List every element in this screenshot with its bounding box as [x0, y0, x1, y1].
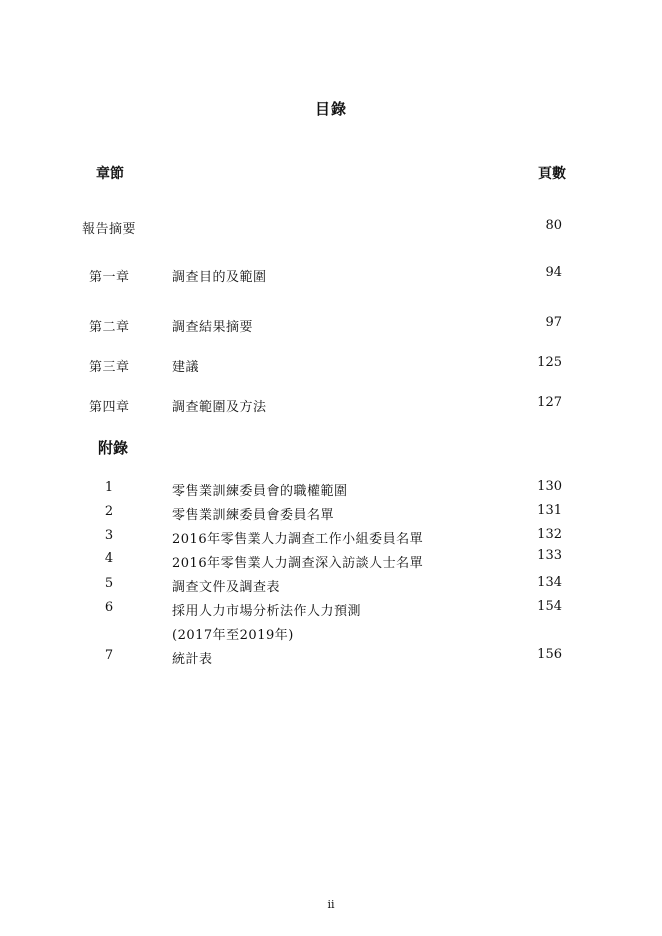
chapter-label: 第四章: [89, 400, 130, 415]
appendix-title: 2016年零售業人力調查工作小組委員名單: [172, 532, 424, 547]
appendix-page: 130: [537, 479, 562, 494]
summary-page: 80: [545, 218, 562, 233]
chapter-label: 第三章: [89, 360, 130, 375]
appendix-page: 132: [537, 527, 562, 542]
appendix-title: 零售業訓練委員會的職權範圍: [172, 484, 348, 499]
appendix-number: 5: [104, 576, 114, 591]
section-column-header: 章節: [96, 166, 124, 182]
chapter-title: 調查結果摘要: [172, 320, 254, 335]
appendix-number: 6: [104, 600, 114, 615]
chapter-title: 調查範圍及方法: [172, 400, 267, 415]
chapter-title: 建議: [172, 360, 200, 375]
appendix-number: 2: [104, 504, 114, 519]
appendix-title: 2016年零售業人力調查深入訪談人士名單: [172, 556, 424, 571]
page-title: 目錄: [314, 100, 347, 118]
chapter-page: 127: [537, 395, 562, 410]
appendix-title: 零售業訓練委員會委員名單: [172, 508, 335, 523]
page-column-header: 頁數: [538, 166, 566, 182]
appendix-page: 156: [537, 647, 562, 662]
appendix-title-continuation: (2017年至2019年): [172, 628, 294, 643]
appendix-page: 133: [537, 548, 562, 563]
appendix-page: 134: [537, 575, 562, 590]
chapter-title: 調查目的及範圍: [172, 270, 267, 285]
appendix-title: 採用人力市場分析法作人力預測: [172, 604, 362, 619]
appendix-number: 7: [104, 648, 114, 663]
appendix-number: 3: [104, 528, 114, 543]
chapter-page: 94: [545, 265, 562, 280]
appendix-page: 131: [537, 503, 562, 518]
appendix-number: 4: [104, 551, 114, 566]
appendix-title: 調查文件及調查表: [172, 580, 281, 595]
page-number: ii: [327, 898, 335, 911]
chapter-page: 125: [537, 355, 562, 370]
summary-label: 報告摘要: [82, 222, 137, 237]
chapter-label: 第二章: [89, 320, 130, 335]
chapter-label: 第一章: [89, 270, 130, 285]
appendix-number: 1: [104, 480, 114, 495]
appendix-title: 統計表: [172, 652, 213, 667]
chapter-page: 97: [545, 315, 562, 330]
appendix-heading: 附錄: [98, 439, 129, 457]
appendix-page: 154: [537, 599, 562, 614]
